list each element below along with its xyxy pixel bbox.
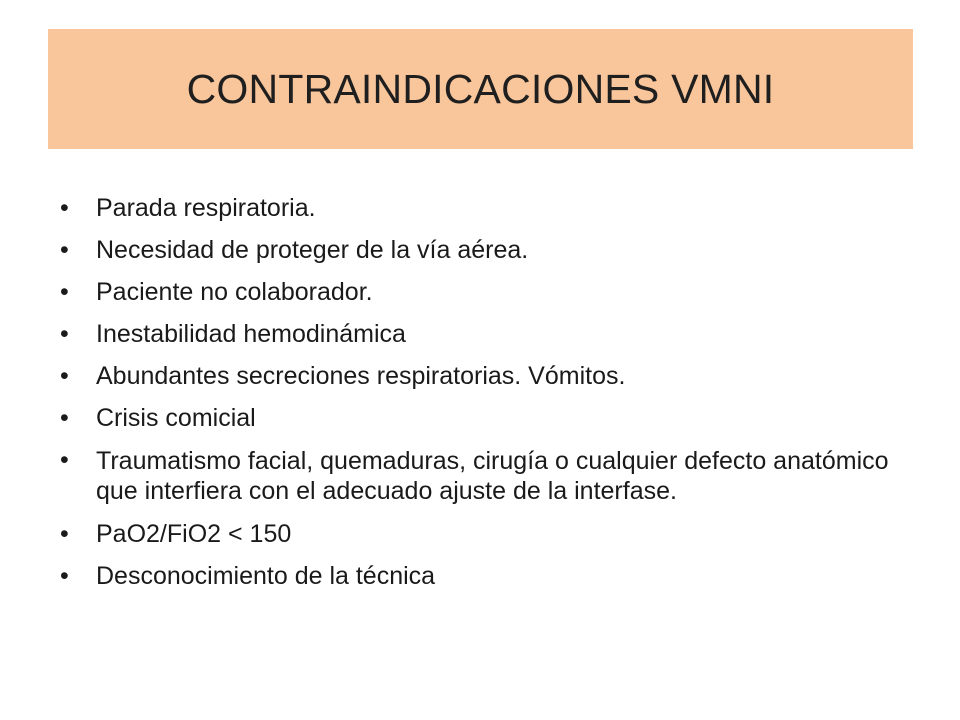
bullet-item: • Inestabilidad hemodinámica xyxy=(96,320,896,348)
bullet-item: • Necesidad de proteger de la vía aérea. xyxy=(96,236,896,264)
title-banner xyxy=(48,29,913,149)
slide-title: CONTRAINDICACIONES VMNI xyxy=(186,65,775,112)
bullet-item: • PaO2/FiO2 < 150 xyxy=(96,520,896,548)
bullet-item: • Desconocimiento de la técnica xyxy=(96,562,896,590)
bullet-item: • Parada respiratoria. xyxy=(96,194,896,222)
bullet-list xyxy=(96,194,896,604)
bullet-item: • Abundantes secreciones respiratorias. Vómitos. xyxy=(96,362,896,390)
bullet-item: • Traumatismo facial, quemaduras, cirugía o cualquier defecto anatómico que interfiera con el adecuado ajuste de la interfase. xyxy=(96,446,896,506)
bullet-item: • Crisis comicial xyxy=(96,404,896,432)
bullet-item: • Paciente no colaborador. xyxy=(96,278,896,306)
